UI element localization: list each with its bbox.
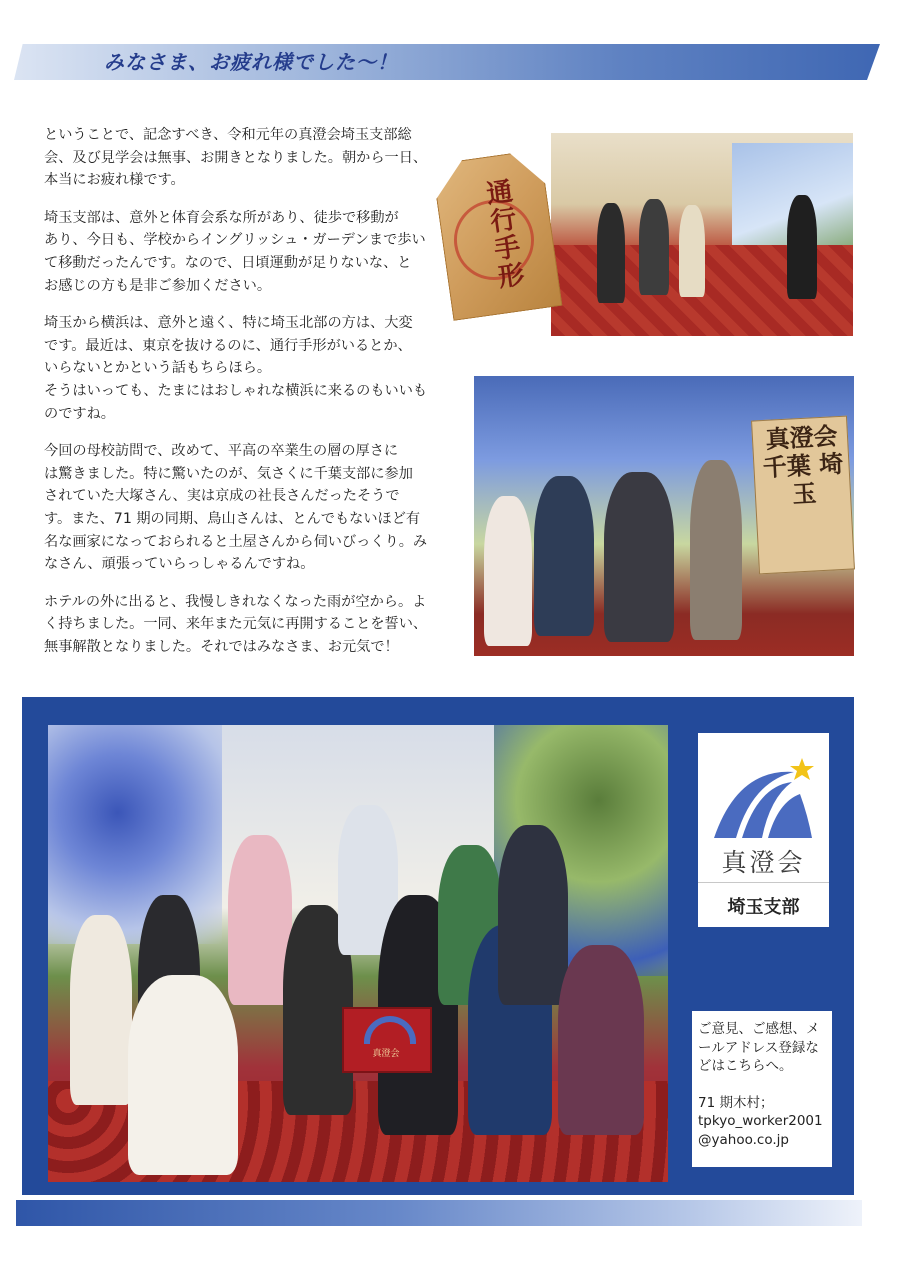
flag-text: 真澄会: [372, 1049, 400, 1059]
person: [498, 825, 568, 1005]
pass-tag-text: 通行手形: [480, 176, 526, 293]
main-group-photo: [48, 725, 668, 1182]
divider: [698, 882, 829, 883]
lobby-photo: [551, 133, 853, 336]
person: [690, 460, 742, 640]
person: [558, 945, 644, 1135]
contact-message: ご意見、ご感想、メールアドレス登録などはこちらへ。: [698, 1021, 820, 1074]
person: [639, 199, 669, 295]
article-paragraph: 埼玉から横浜は、意外と遠く、特に埼玉北部の方は、大変 です。最近は、東京を抜けるのに、通行手形がいるとか、 いらないとかという話もちらほら。 そうはいっても、たまにはおしゃれな横浜に来るのもいいも のですね。: [44, 315, 428, 422]
contact-email[interactable]: tpkyo_worker2001@yahoo.co.jp: [698, 1113, 823, 1148]
person: [597, 203, 625, 303]
article-paragraph: ということで、記念すべき、令和元年の真澄会埼玉支部総 会、及び見学会は無事、お開きとなりました。朝から一日、 本当にお疲れ様です。: [44, 127, 428, 189]
person: [484, 496, 532, 646]
person: [128, 975, 238, 1175]
article-body: [44, 124, 444, 673]
contact-person: 71 期木村；: [698, 1094, 774, 1111]
person: [787, 195, 817, 299]
person: [679, 205, 705, 297]
person: [604, 472, 674, 642]
logo-arch-icon: [708, 758, 820, 846]
contact-box: [692, 1011, 832, 1167]
logo-branch: 埼玉支部: [727, 897, 800, 918]
footer-band: [16, 1200, 862, 1226]
logo-name: 真澄会: [721, 848, 806, 877]
person: [70, 915, 132, 1105]
article-paragraph: 今回の母校訪問で、改めて、平高の卒業生の層の厚さに は驚きました。特に驚いたのが、気さくに千葉支部に参加 されていた大塚さん、実は京成の社長さんだったそうで す。また、71 期の同期、鳥山さんは、とんでもないほど有 名な画家になっておられると土屋さんから伺いびっくり。み なさん、頑張っていらっしゃるんですね。: [44, 443, 428, 573]
person: [534, 476, 594, 636]
club-banner-text: 真澄会 千葉 埼玉: [762, 421, 844, 509]
article-paragraph: ホテルの外に出ると、我慢しきれなくなった雨が空から。よ く持ちました。一同、来年また元気に再開することを誓い、 無事解散となりました。それではみなさま、お元気で！: [44, 593, 428, 655]
page-title: みなさま、お疲れ様でした～！: [104, 50, 398, 74]
article-paragraph: 埼玉支部は、意外と体育会系な所があり、徒歩で移動が あり、今日も、学校からイングリッシュ・ガーデンまで歩い て移動だったんです。なので、日頃運動が足りないな、と お感じの方も是非ご参加ください。: [44, 209, 426, 294]
hydrangea-mural: [48, 725, 222, 944]
